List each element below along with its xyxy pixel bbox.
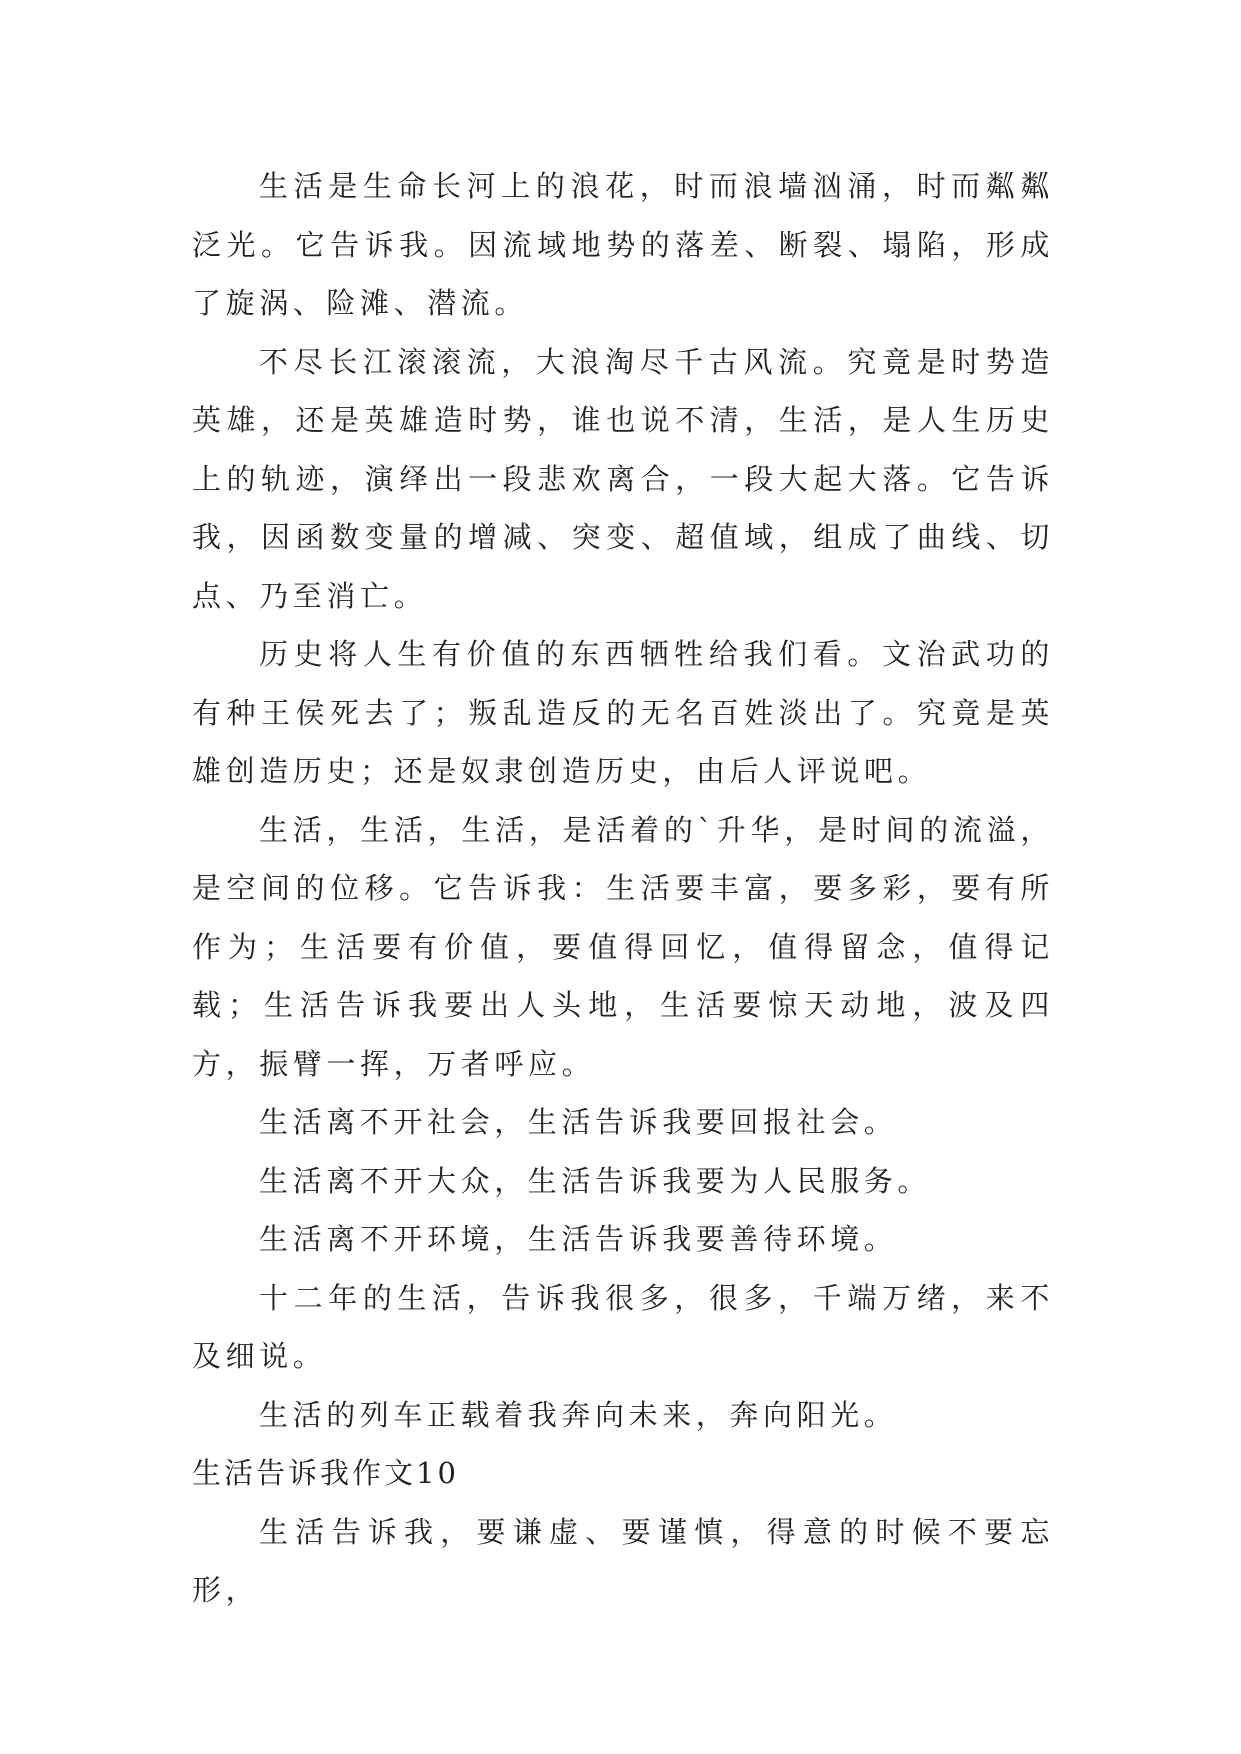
document-body	[192, 157, 1054, 1620]
paragraph: 不尽长江滚滚流，大浪淘尽千古风流。究竟是时势造英雄，还是英雄造时势，谁也说不清，生活，是人生历史上的轨迹，演绎出一段悲欢离合，一段大起大落。它告诉我，因函数变量的增减、突变、超值域，组成了曲线、切点、乃至消亡。	[192, 344, 1054, 613]
paragraph: 历史将人生有价值的东西牺牲给我们看。文治武功的有种王侯死去了；叛乱造反的无名百姓淡出了。究竟是英雄创造历史；还是奴隶创造历史，由后人评说吧。	[192, 637, 1054, 788]
paragraph: 生活离不开环境，生活告诉我要善待环境。	[259, 1222, 898, 1256]
paragraph: 生活的列车正载着我奔向未来，奔向阳光。	[259, 1397, 898, 1432]
paragraph: 生活离不开大众，生活告诉我要为人民服务。	[259, 1163, 932, 1198]
paragraph: 生活，生活，生活，是活着的`升华，是时间的流溢，是空间的位移。它告诉我：生活要丰富，要多彩，要有所作为；生活要有价值，要值得回忆，值得留念，值得记载；生活告诉我要出人头地，生活要惊天动地，波及四方，振臂一挥，万者呼应。	[192, 812, 1054, 1081]
paragraph: 生活是生命长河上的浪花，时而浪墙汹涌，时而粼粼泛光。它告诉我。因流域地势的落差、断裂、塌陷，形成了旋涡、险滩、潜流。	[192, 169, 1054, 320]
paragraph: 十二年的生活，告诉我很多，很多，千端万绪，来不及细说。	[192, 1280, 1054, 1373]
section-heading: 生活告诉我作文10	[192, 1456, 459, 1490]
paragraph: 生活告诉我，要谦虚、要谨慎，得意的时候不要忘形，	[192, 1514, 1054, 1607]
paragraph: 生活离不开社会，生活告诉我要回报社会。	[259, 1105, 898, 1139]
